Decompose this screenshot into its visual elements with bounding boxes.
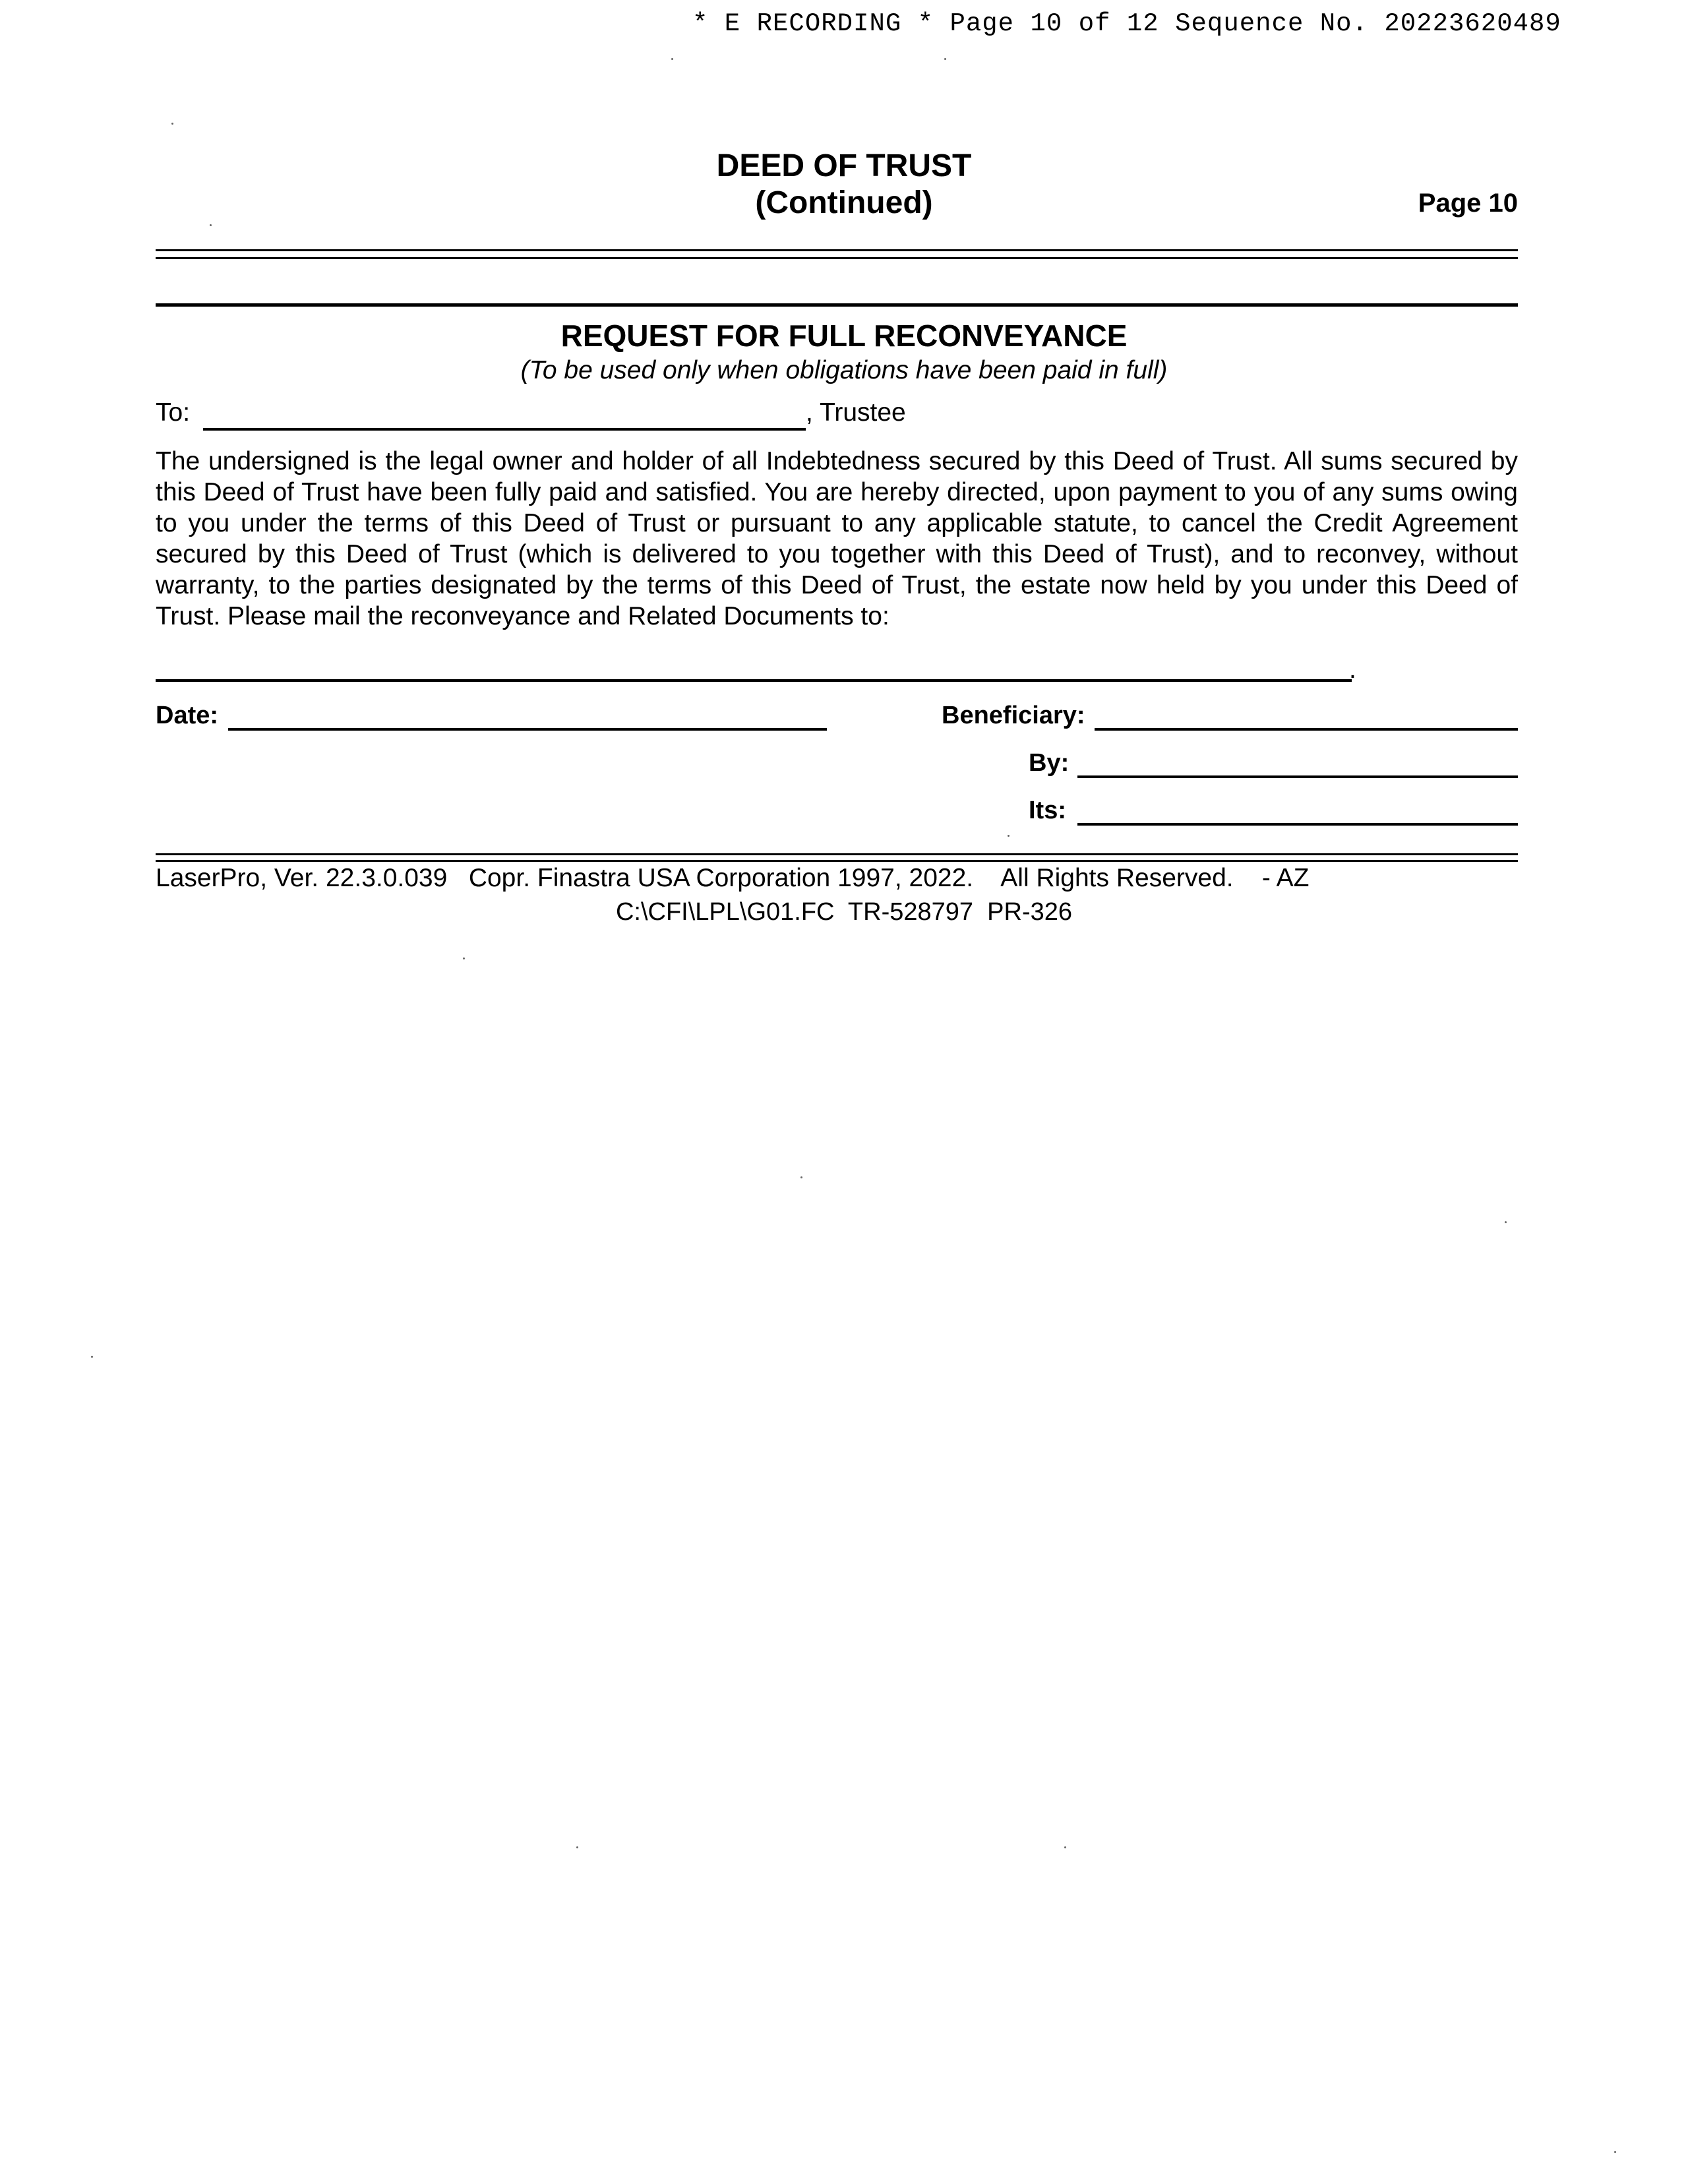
by-field[interactable] — [1077, 775, 1518, 778]
scan-speck — [1505, 1221, 1507, 1223]
reconveyance-body: The undersigned is the legal owner and holder of all Indebtedness secured by this Deed of Trust. All sums secured by this Deed of Trust have been fully paid and satisfied. You are hereby directed, upon payment to you of any sums owing to you under the terms of this Deed of Trust or pursuant to any applicable statute, to cancel the Credit Agreement secured by this Deed of Trust (which is delivered to you together with this Deed of Trust), and to reconvey, without warranty, to the parties designated by the terms of this Deed of Trust, the estate now held by you under this Deed of Trust. Please mail the reconveyance and Related Documents to: — [156, 447, 1518, 630]
section-rule — [156, 303, 1518, 307]
its-field[interactable] — [1077, 823, 1518, 826]
mail-to-period: . — [1349, 655, 1356, 684]
footer-rule-bottom — [156, 860, 1518, 862]
scan-speck — [800, 1176, 802, 1178]
its-label: Its: — [1029, 797, 1066, 824]
header-rule-bottom — [156, 257, 1518, 259]
beneficiary-field[interactable] — [1095, 728, 1518, 731]
section-subheading: (To be used only when obligations have been paid in full) — [520, 356, 1168, 384]
scan-speck — [1614, 2151, 1616, 2153]
document-subtitle: (Continued) — [755, 185, 933, 220]
scan-speck — [671, 58, 673, 60]
footer-file-reference: C:\CFI\LPL\G01.FC TR-528797 PR-326 — [615, 898, 1073, 926]
scan-speck — [1008, 835, 1010, 837]
document-title: DEED OF TRUST — [716, 148, 972, 183]
trustee-label: , Trustee — [806, 398, 906, 427]
beneficiary-label: Beneficiary: — [942, 702, 1085, 729]
to-label: To: — [156, 398, 191, 427]
scan-speck — [171, 123, 173, 125]
date-label: Date: — [156, 702, 219, 729]
scan-speck — [91, 1356, 93, 1358]
scan-speck — [576, 1846, 578, 1848]
header-rule-top — [156, 249, 1518, 251]
trustee-name-field[interactable] — [203, 428, 806, 431]
page-label: Page 10 — [1418, 189, 1518, 218]
footer-rule-top — [156, 853, 1518, 855]
footer-copyright: LaserPro, Ver. 22.3.0.039 Copr. Finastra USA Corporation 1997, 2022. All Rights Reserved. - AZ — [156, 864, 1310, 892]
by-label: By: — [1029, 749, 1070, 777]
trustee-row — [156, 398, 190, 427]
recording-header: * E RECORDING * Page 10 of 12 Sequence No. 20223620489 — [692, 9, 1561, 38]
scan-speck — [210, 224, 212, 226]
scan-speck — [463, 957, 465, 959]
mail-to-field[interactable] — [156, 679, 1352, 682]
scan-speck — [1064, 1846, 1066, 1848]
scan-speck — [944, 58, 946, 60]
section-heading: REQUEST FOR FULL RECONVEYANCE — [560, 318, 1128, 353]
date-field[interactable] — [228, 728, 827, 731]
